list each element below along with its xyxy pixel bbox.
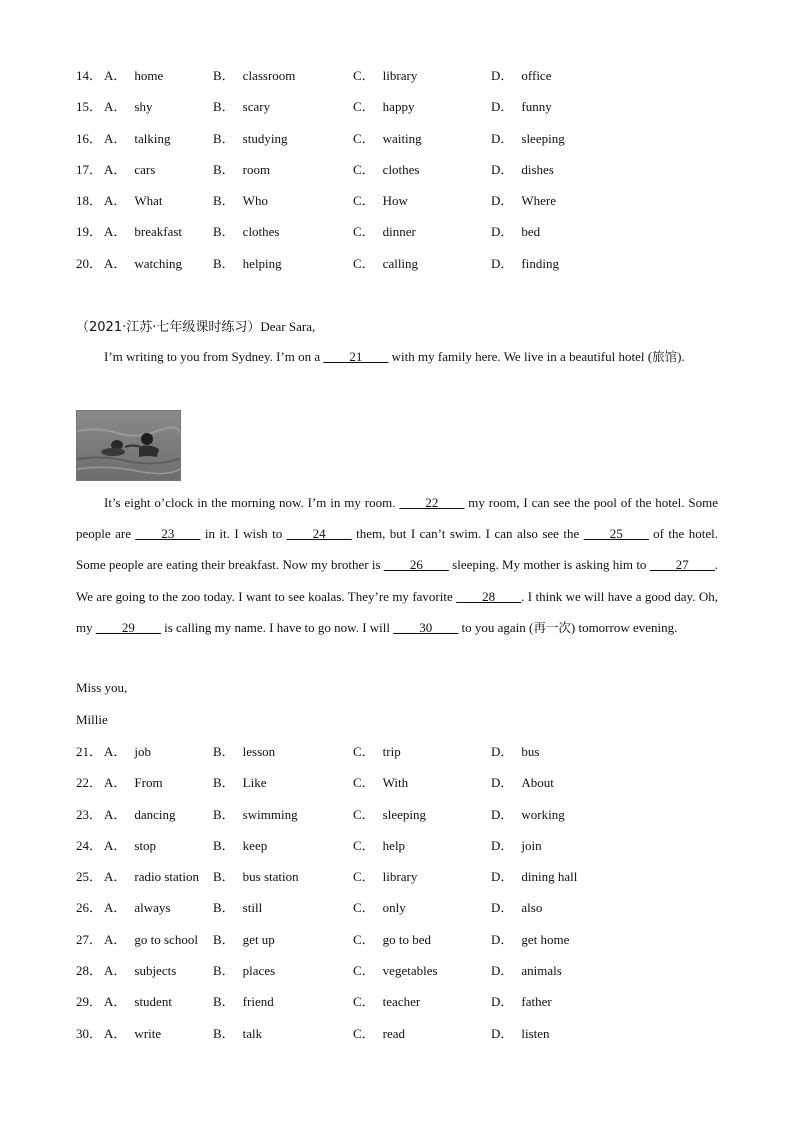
option-c[interactable] <box>353 736 401 767</box>
option-text: write <box>134 1025 162 1041</box>
option-letter: A． <box>104 744 127 759</box>
option-letter: D． <box>491 900 514 916</box>
question-list-bottom <box>76 736 716 1049</box>
option-c[interactable] <box>353 830 405 861</box>
question-number: 15． <box>76 99 103 115</box>
option-a[interactable] <box>104 736 151 767</box>
option-text: breakfast <box>134 224 183 240</box>
option-text: dinner <box>382 224 416 240</box>
option-text: dancing <box>134 806 176 822</box>
option-d[interactable] <box>491 736 539 767</box>
option-letter: A． <box>104 99 127 115</box>
option-b[interactable] <box>213 248 282 279</box>
option-d[interactable] <box>491 60 551 91</box>
option-b[interactable] <box>213 924 275 955</box>
option-c[interactable] <box>353 123 422 154</box>
option-letter: D． <box>491 68 514 83</box>
option-text: lesson <box>242 744 276 759</box>
blank-26: ____26____ <box>383 557 449 573</box>
option-text: join <box>521 837 542 853</box>
question-number: 30． <box>76 1025 103 1041</box>
question-row <box>76 154 716 185</box>
option-letter: D． <box>491 744 514 759</box>
option-text: library <box>382 68 418 83</box>
option-text: still <box>242 900 263 916</box>
question-number: 17． <box>76 161 103 177</box>
option-letter: B． <box>213 161 235 177</box>
question-row <box>76 91 716 122</box>
option-letter: C． <box>353 837 375 853</box>
option-text: talk <box>242 1025 263 1041</box>
question-number: 23． <box>76 806 103 822</box>
option-text: student <box>134 994 172 1010</box>
option-text: funny <box>521 99 552 115</box>
option-c[interactable] <box>353 861 417 892</box>
question-number: 24． <box>76 837 103 853</box>
question-row <box>76 767 716 798</box>
option-text: vegetables <box>382 963 438 979</box>
option-letter: D． <box>491 255 514 271</box>
question-number: 25． <box>76 869 103 885</box>
option-b[interactable] <box>213 123 287 154</box>
option-d[interactable] <box>491 154 554 185</box>
option-b[interactable] <box>213 1018 262 1049</box>
option-text: What <box>134 193 163 209</box>
option-letter: C． <box>353 869 375 885</box>
option-letter: C． <box>353 99 375 115</box>
option-letter: C． <box>353 68 375 83</box>
option-b[interactable] <box>213 830 267 861</box>
option-letter: A． <box>104 994 127 1010</box>
option-text: animals <box>521 963 562 979</box>
option-letter: D． <box>491 193 514 209</box>
option-letter: B． <box>213 994 235 1010</box>
option-letter: A． <box>104 963 127 979</box>
option-c[interactable] <box>353 154 420 185</box>
question-row <box>76 736 716 767</box>
option-letter: B． <box>213 869 235 885</box>
source-label: （2021·江苏·七年级课时练习） <box>76 320 261 335</box>
question-number: 21． <box>76 744 103 759</box>
option-letter: D． <box>491 775 514 791</box>
option-letter: B． <box>213 99 235 115</box>
option-text: always <box>134 900 171 916</box>
option-letter: B． <box>213 224 235 240</box>
option-a[interactable] <box>104 892 171 923</box>
option-text: scary <box>242 99 271 115</box>
option-c[interactable] <box>353 91 414 122</box>
option-letter: D． <box>491 806 514 822</box>
question-row <box>76 216 716 247</box>
option-b[interactable] <box>213 60 295 91</box>
option-text: subjects <box>134 963 177 979</box>
option-letter: B． <box>213 963 235 979</box>
option-text: How <box>382 193 408 209</box>
blank-25: ____25____ <box>583 526 649 542</box>
blank-23: ____23____ <box>135 526 201 542</box>
option-text: bed <box>521 224 541 240</box>
blank-24: ____24____ <box>286 526 352 542</box>
option-text: With <box>382 775 409 791</box>
option-text: radio station <box>134 869 200 885</box>
option-letter: A． <box>104 775 127 791</box>
option-letter: A． <box>104 837 127 853</box>
option-b[interactable] <box>213 986 274 1017</box>
blank-29: ____29____ <box>95 619 161 635</box>
option-letter: B． <box>213 193 235 209</box>
option-text: only <box>382 900 406 916</box>
option-letter: A． <box>104 869 127 885</box>
blank-21: ____21____ <box>323 349 389 364</box>
closing-line: Miss you, <box>76 680 128 695</box>
option-text: calling <box>382 255 419 271</box>
option-text: cars <box>134 161 156 177</box>
option-c[interactable] <box>353 924 431 955</box>
option-a[interactable] <box>104 185 163 216</box>
option-d[interactable] <box>491 216 540 247</box>
option-text: clothes <box>382 161 420 177</box>
question-row <box>76 986 716 1017</box>
option-letter: C． <box>353 1025 375 1041</box>
option-text: sleeping <box>521 130 565 146</box>
option-text: bus station <box>242 869 299 885</box>
blank-27: ____27____ <box>649 557 715 573</box>
option-letter: A． <box>104 161 127 177</box>
option-a[interactable] <box>104 767 163 798</box>
option-text: dining hall <box>521 869 578 885</box>
option-letter: C． <box>353 744 375 759</box>
question-number: 14． <box>76 68 103 83</box>
option-a[interactable] <box>104 91 152 122</box>
option-text: help <box>382 837 406 853</box>
option-d[interactable] <box>491 892 542 923</box>
option-d[interactable] <box>491 861 577 892</box>
option-text: watching <box>134 255 183 271</box>
option-a[interactable] <box>104 986 172 1017</box>
option-b[interactable] <box>213 154 270 185</box>
question-row <box>76 861 716 892</box>
question-row <box>76 955 716 986</box>
paragraph-2: It’s eight o’clock in the morning now. I’m in my room. ____22____ my room, I can see the pool of the hotel. Some people are ____23____ in it. I wish to ____24____ them, but I can’t swim. I can also see the ____25____ of the hotel. Some people are eating their breakfast. Now my brother is ____26____ sleeping. My mother is asking him to ____27____. We are going to the zoo today. I want to see koalas. They’re my favorite ____28____. I think we will have a good day. Oh, my ____29____ is calling my name. I have to go now. I will ____30____ to you again (再一次) tomorrow evening. <box>76 495 718 635</box>
option-letter: A． <box>104 931 127 947</box>
option-letter: B． <box>213 744 235 759</box>
option-c[interactable] <box>353 955 438 986</box>
option-text: classroom <box>242 68 296 83</box>
option-d[interactable] <box>491 799 565 830</box>
option-letter: B． <box>213 931 235 947</box>
option-text: room <box>242 161 271 177</box>
question-number: 22． <box>76 775 103 791</box>
option-text: talking <box>134 130 171 146</box>
option-a[interactable] <box>104 1018 161 1049</box>
option-a[interactable] <box>104 799 176 830</box>
option-text: keep <box>242 837 268 853</box>
option-c[interactable] <box>353 216 416 247</box>
option-letter: A． <box>104 193 127 209</box>
option-text: Like <box>242 775 267 791</box>
option-d[interactable] <box>491 986 552 1017</box>
question-number: 28． <box>76 963 103 979</box>
option-letter: B． <box>213 900 235 916</box>
option-letter: C． <box>353 931 375 947</box>
option-b[interactable] <box>213 892 262 923</box>
option-b[interactable] <box>213 767 267 798</box>
question-number: 27． <box>76 931 103 947</box>
option-a[interactable] <box>104 216 182 247</box>
option-d[interactable] <box>491 767 554 798</box>
option-d[interactable] <box>491 955 562 986</box>
paragraph-1: I’m writing to you from Sydney. I’m on a ____21____ with my family here. We live in a beautiful hotel (旅馆). <box>104 349 685 364</box>
question-row <box>76 892 716 923</box>
question-row <box>76 248 716 279</box>
option-letter: B． <box>213 775 235 791</box>
option-text: finding <box>521 255 559 271</box>
option-text: father <box>521 994 552 1010</box>
option-letter: A． <box>104 1025 127 1041</box>
option-letter: D． <box>491 994 514 1010</box>
option-letter: D． <box>491 963 514 979</box>
option-d[interactable] <box>491 1018 550 1049</box>
option-letter: D． <box>491 99 514 115</box>
option-text: waiting <box>382 130 422 146</box>
option-letter: A． <box>104 255 127 271</box>
letter-greeting: Dear Sara, <box>260 319 316 334</box>
option-letter: B． <box>213 1025 235 1041</box>
option-letter: C． <box>353 130 375 146</box>
option-letter: D． <box>491 224 514 240</box>
question-row <box>76 924 716 955</box>
option-letter: D． <box>491 837 514 853</box>
option-text: helping <box>242 255 282 271</box>
option-text: listen <box>521 1025 550 1041</box>
option-b[interactable] <box>213 216 280 247</box>
option-a[interactable] <box>104 861 199 892</box>
question-number: 18． <box>76 193 103 209</box>
option-text: stop <box>134 837 157 853</box>
question-row <box>76 123 716 154</box>
option-text: working <box>521 806 565 822</box>
blank-30: ____30____ <box>393 619 459 635</box>
option-letter: C． <box>353 994 375 1010</box>
option-d[interactable] <box>491 91 552 122</box>
option-text: also <box>521 900 543 916</box>
question-number: 20． <box>76 255 103 271</box>
option-d[interactable] <box>491 123 565 154</box>
option-text: About <box>521 775 554 791</box>
option-text: studying <box>242 130 288 146</box>
option-letter: A． <box>104 806 127 822</box>
option-text: Who <box>242 193 268 209</box>
option-a[interactable] <box>104 123 171 154</box>
option-letter: C． <box>353 161 375 177</box>
option-text: clothes <box>242 224 280 240</box>
option-letter: B． <box>213 130 235 146</box>
option-letter: A． <box>104 130 127 146</box>
option-d[interactable] <box>491 924 569 955</box>
option-text: happy <box>382 99 415 115</box>
option-letter: C． <box>353 963 375 979</box>
option-letter: D． <box>491 869 514 885</box>
option-letter: A． <box>104 224 127 240</box>
option-letter: D． <box>491 130 514 146</box>
option-a[interactable] <box>104 154 155 185</box>
question-number: 29． <box>76 994 103 1010</box>
option-a[interactable] <box>104 924 198 955</box>
option-letter: D． <box>491 1025 514 1041</box>
question-row <box>76 799 716 830</box>
option-c[interactable] <box>353 248 418 279</box>
option-letter: B． <box>213 806 235 822</box>
option-letter: C． <box>353 255 375 271</box>
option-b[interactable] <box>213 91 270 122</box>
option-text: friend <box>242 994 274 1010</box>
swimming-photo <box>76 410 181 481</box>
option-c[interactable] <box>353 799 426 830</box>
signature-name: Millie <box>76 712 108 727</box>
option-text: home <box>134 68 164 83</box>
option-c[interactable] <box>353 767 408 798</box>
option-b[interactable] <box>213 955 275 986</box>
question-number: 16． <box>76 130 103 146</box>
option-text: get home <box>521 931 570 947</box>
question-row <box>76 185 716 216</box>
option-text: Where <box>521 193 557 209</box>
option-letter: C． <box>353 193 375 209</box>
option-text: job <box>134 744 152 759</box>
option-d[interactable] <box>491 248 559 279</box>
option-letter: B． <box>213 255 235 271</box>
option-b[interactable] <box>213 185 268 216</box>
option-letter: A． <box>104 900 127 916</box>
option-letter: A． <box>104 68 127 83</box>
option-letter: C． <box>353 224 375 240</box>
option-text: go to school <box>134 931 198 947</box>
passage-source <box>76 316 315 335</box>
option-text: swimming <box>242 806 298 822</box>
option-text: go to bed <box>382 931 432 947</box>
option-letter: C． <box>353 900 375 916</box>
blank-22: ____22____ <box>399 495 465 510</box>
option-text: places <box>242 963 276 979</box>
option-a[interactable] <box>104 248 182 279</box>
option-c[interactable] <box>353 60 417 91</box>
option-letter: D． <box>491 931 514 947</box>
option-text: bus <box>521 744 540 759</box>
question-number: 26． <box>76 900 103 916</box>
option-text: get up <box>242 931 275 947</box>
question-row <box>76 60 716 91</box>
blank-28: ____28____ <box>456 588 522 604</box>
option-b[interactable] <box>213 736 275 767</box>
option-letter: D． <box>491 161 514 177</box>
option-text: read <box>382 1025 406 1041</box>
question-row <box>76 1018 716 1049</box>
option-d[interactable] <box>491 185 556 216</box>
option-text: sleeping <box>382 806 426 822</box>
option-c[interactable] <box>353 1018 405 1049</box>
option-letter: B． <box>213 68 235 83</box>
option-text: trip <box>382 744 401 759</box>
option-a[interactable] <box>104 60 163 91</box>
question-number: 19． <box>76 224 103 240</box>
question-list-top <box>76 60 716 279</box>
option-text: office <box>521 68 552 83</box>
option-letter: C． <box>353 806 375 822</box>
option-d[interactable] <box>491 830 542 861</box>
option-text: library <box>382 869 418 885</box>
option-text: shy <box>134 99 153 115</box>
option-letter: B． <box>213 837 235 853</box>
option-b[interactable] <box>213 861 299 892</box>
option-letter: C． <box>353 775 375 791</box>
question-row <box>76 830 716 861</box>
option-text: teacher <box>382 994 421 1010</box>
option-b[interactable] <box>213 799 298 830</box>
option-a[interactable] <box>104 830 156 861</box>
option-text: dishes <box>521 161 554 177</box>
option-c[interactable] <box>353 892 406 923</box>
option-text: From <box>134 775 163 791</box>
option-c[interactable] <box>353 185 408 216</box>
option-c[interactable] <box>353 986 420 1017</box>
option-a[interactable] <box>104 955 176 986</box>
